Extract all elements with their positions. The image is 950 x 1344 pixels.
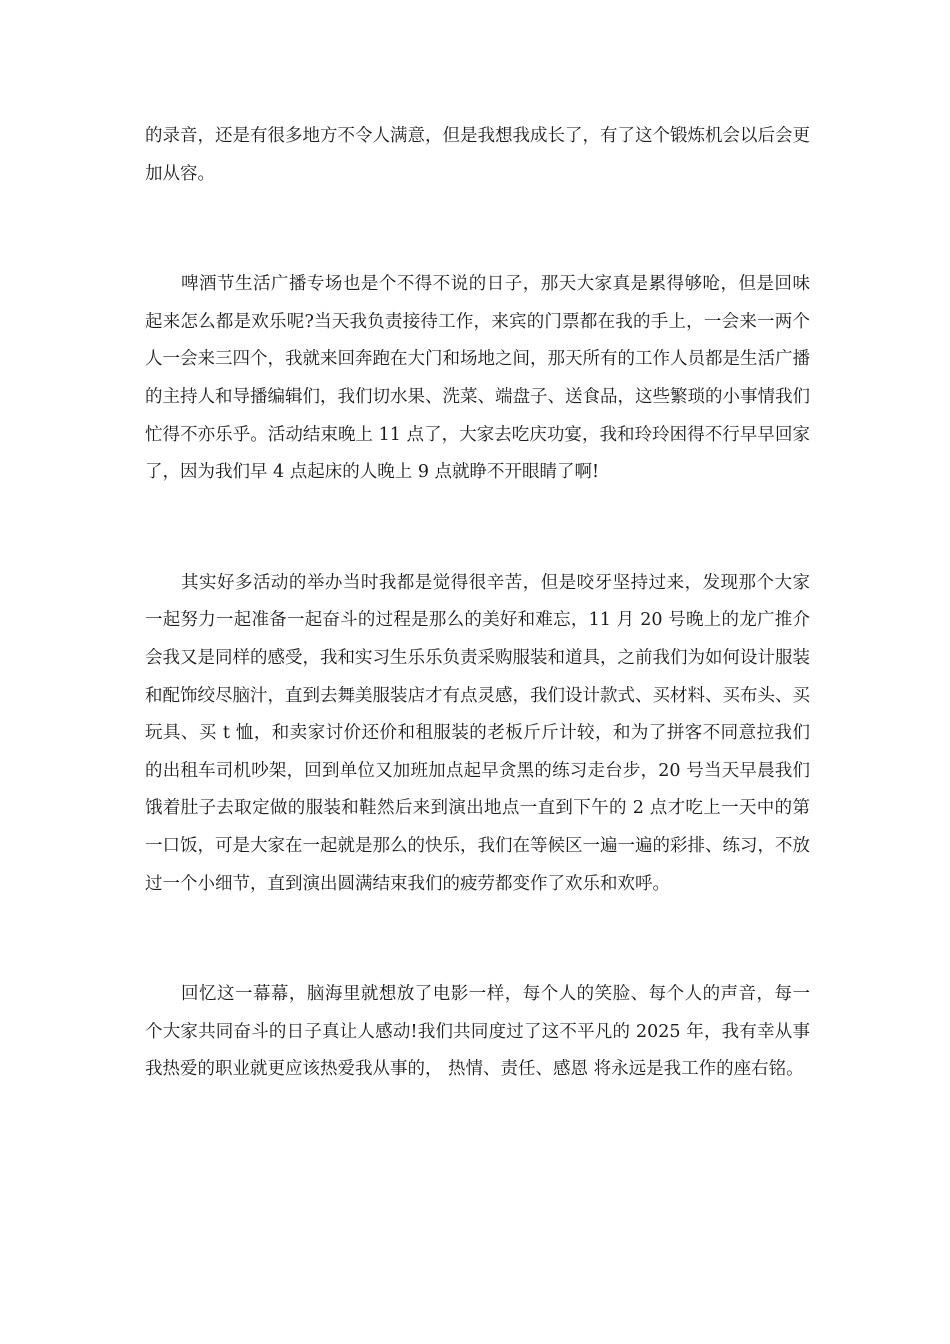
document-body — [145, 118, 810, 1089]
paragraph-promotion-event: 其实好多活动的举办当时我都是觉得很辛苦，但是咬牙坚持过来，发现那个大家一起努力一起准备一起奋斗的过程是那么的美好和难忘，11 月 20 号晚上的龙广推介会我又是同样的感受，我和实习生乐乐负责采购服装和道具，之前我们为如何设计服装和配饰绞尽脑汁，直到去舞美服装店才有点灵感，我们设计款式、买材料、买布头、买玩具、买 t 恤，和卖家讨价还价和租服装的老板斤斤计较，和为了拼客不同意拉我们的出租车司机吵架，回到单位又加班加点起早贪黑的练习走台步，20 号当天早晨我们饿着肚子去取定做的服装和鞋然后来到演出地点一直到下午的 2 点才吃上一天中的第一口饭，可是大家在一起就是那么的快乐，我们在等候区一遍一遍的彩排、练习，不放过一个小细节，直到演出圆满结束我们的疲劳都变作了欢乐和欢呼。 — [145, 572, 810, 894]
paragraph-reflection: 回忆这一幕幕，脑海里就想放了电影一样，每个人的笑脸、每个人的声音，每一个大家共同奋斗的日子真让人感动!我们共同度过了这不平凡的 2025 年，我有幸从事我热爱的职业就更应该热爱我从事的， 热情、责任、感恩 将永远是我工作的座右铭。 — [145, 984, 810, 1080]
paragraph-beer-festival: 啤酒节生活广播专场也是个不得不说的日子，那天大家真是累得够呛，但是回味起来怎么都是欢乐呢?当天我负责接待工作，来宾的门票都在我的手上，一会来一两个人一会来三四个，我就来回奔跑在大门和场地之间，那天所有的工作人员都是生活广播的主持人和导播编辑们，我们切水果、洗菜、端盘子、送食品，这些繁琐的小事情我们忙得不亦乐乎。活动结束晚上 11 点了，大家去吃庆功宴，我和玲玲困得不行早早回家了，因为我们早 4 点起床的人晚上 9 点就睁不开眼睛了啊! — [145, 274, 810, 483]
paragraph-recording: 的录音，还是有很多地方不令人满意，但是我想我成长了，有了这个锻炼机会以后会更加从容。 — [145, 126, 810, 184]
